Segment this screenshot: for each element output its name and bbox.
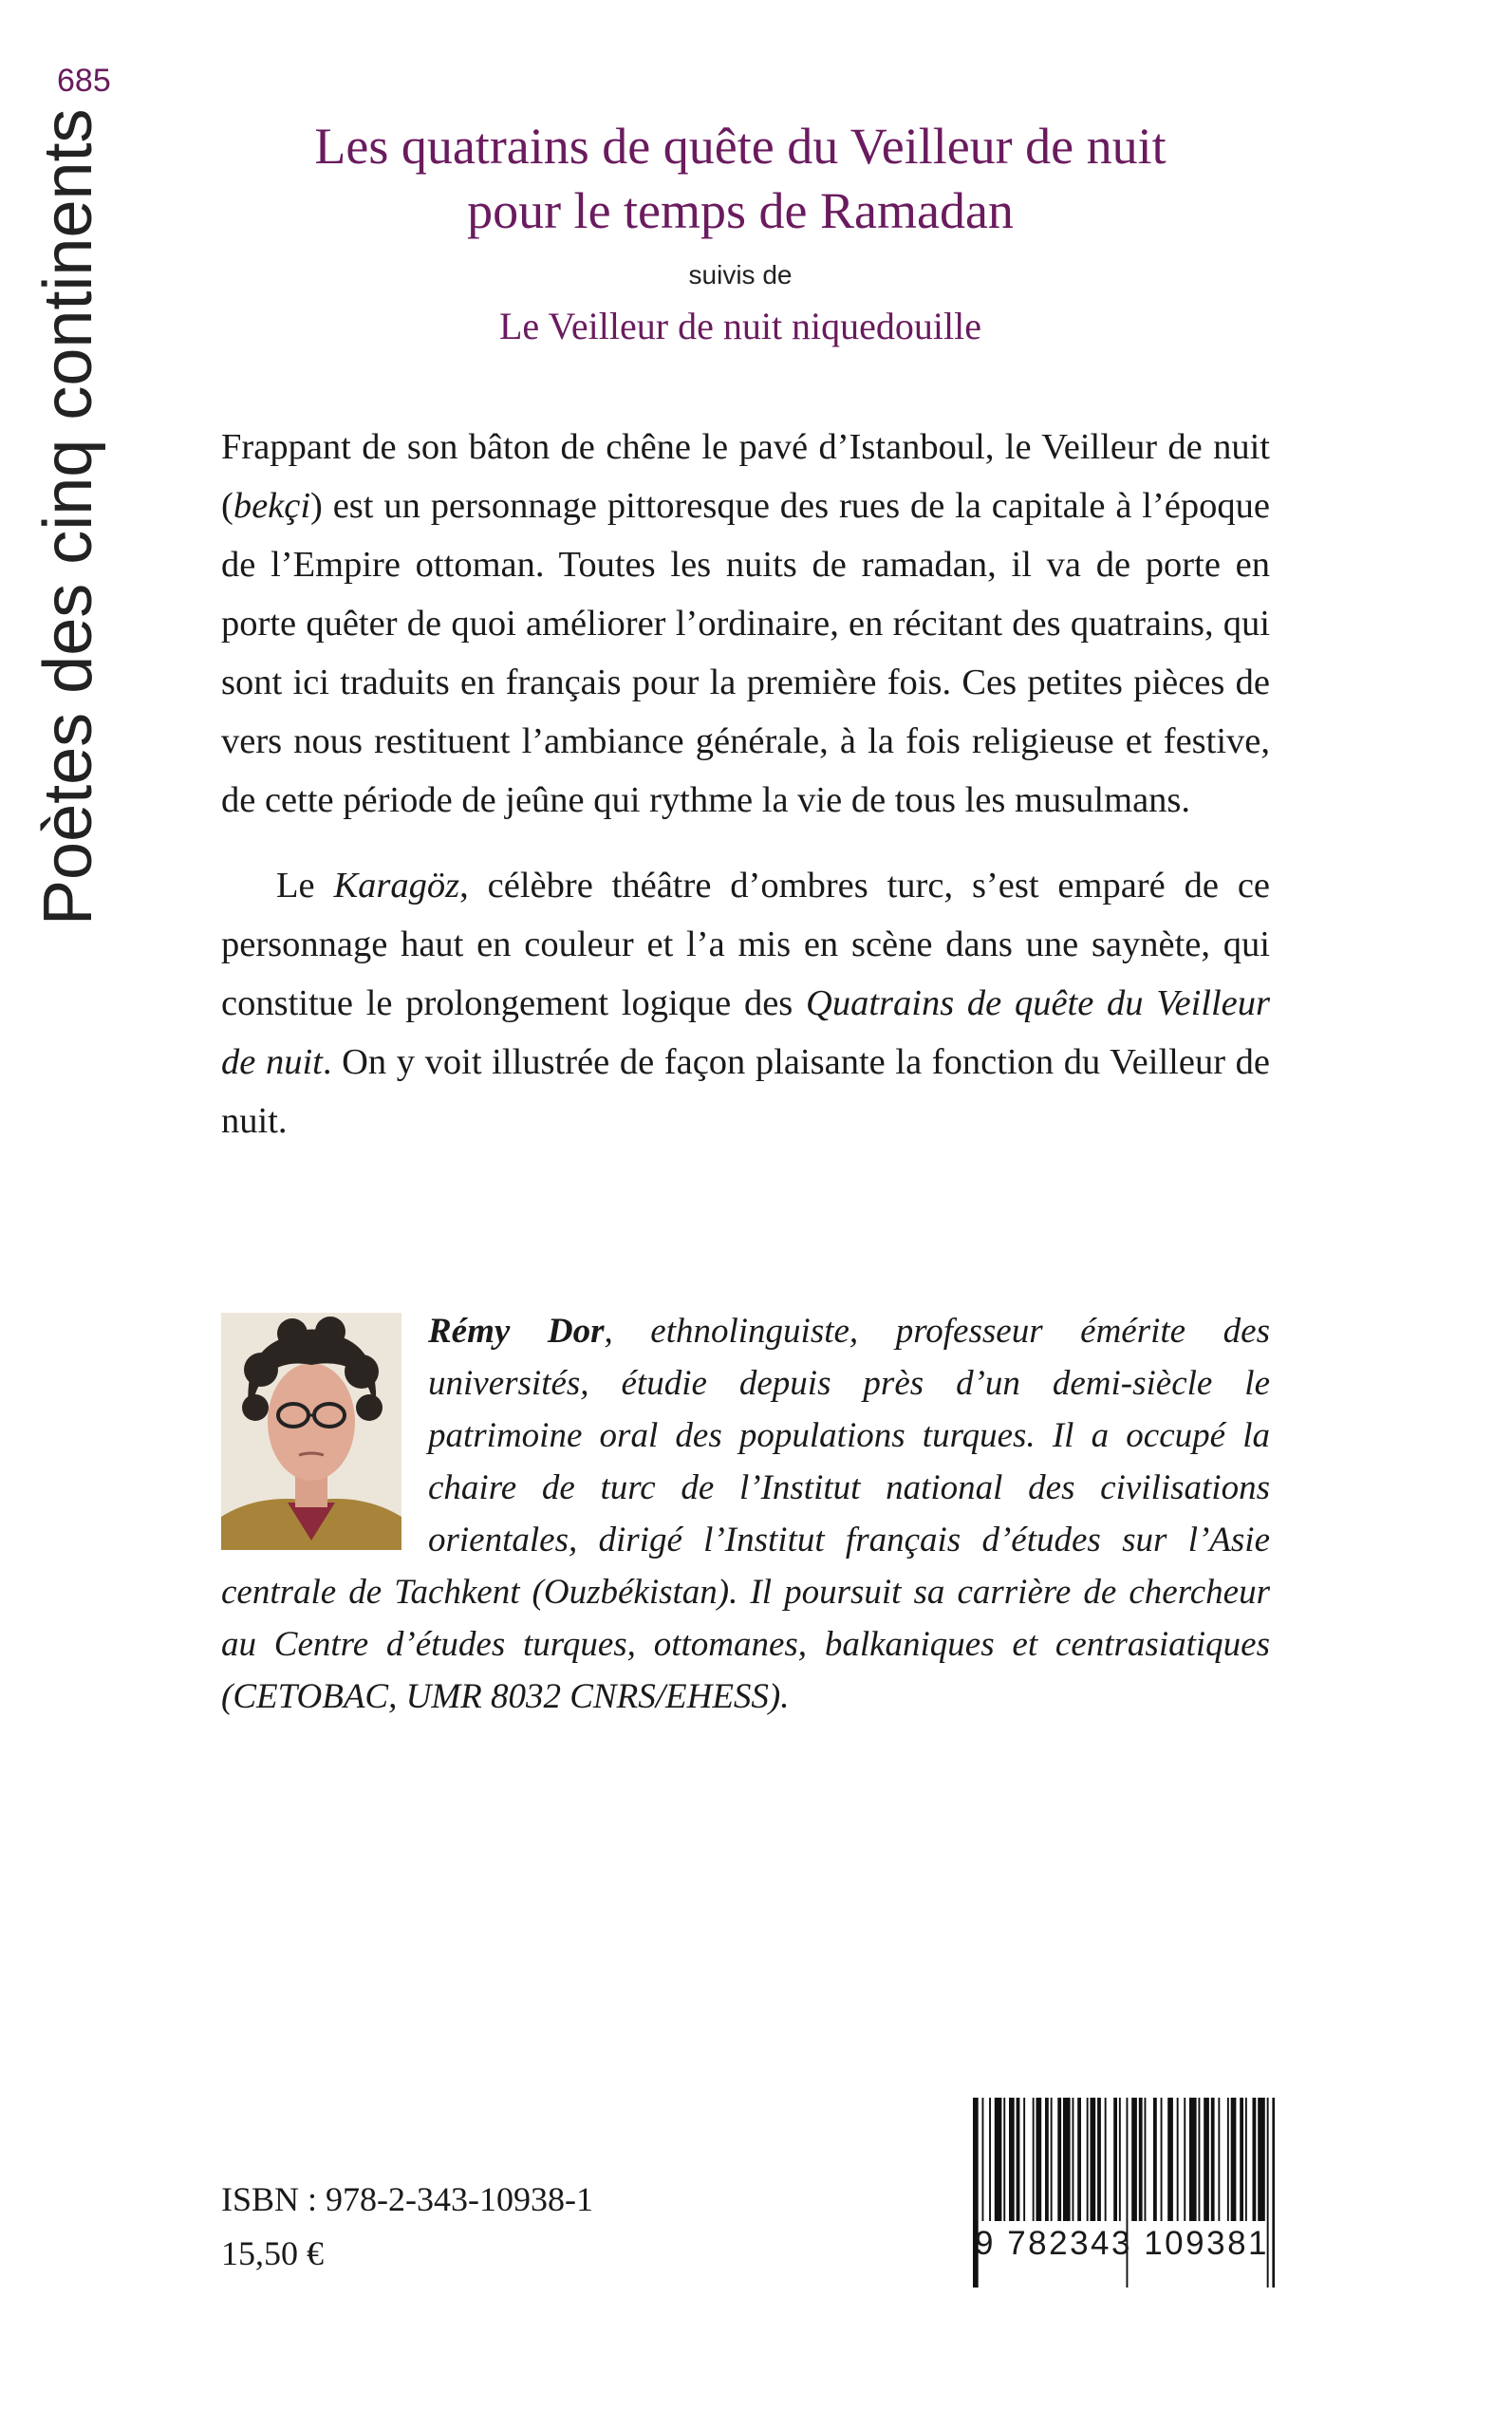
barcode-bar bbox=[995, 2098, 1002, 2221]
barcode-bar bbox=[1033, 2098, 1035, 2221]
author-name: Rémy Dor bbox=[428, 1312, 605, 1351]
barcode-bar bbox=[1199, 2098, 1201, 2221]
blurb bbox=[221, 418, 1270, 1177]
second-work-title: Le Veilleur de nuit niquedouille bbox=[498, 305, 982, 347]
barcode-bar bbox=[1189, 2098, 1197, 2221]
barcode-bar bbox=[989, 2098, 991, 2221]
barcode-bar bbox=[1211, 2098, 1215, 2221]
author-bio bbox=[221, 1305, 1270, 1723]
isbn: ISBN : 978-2-343-10938-1 bbox=[221, 2180, 593, 2218]
barcode-bar bbox=[1087, 2098, 1089, 2221]
barcode-bar bbox=[1063, 2098, 1071, 2221]
barcode-bar bbox=[1091, 2098, 1096, 2221]
barcode-bar bbox=[982, 2098, 984, 2221]
barcode-bar bbox=[1204, 2098, 1209, 2221]
barcode-bar bbox=[1145, 2098, 1147, 2221]
barcode-bar bbox=[1167, 2098, 1173, 2221]
barcode-digits: 9 782343 109381 bbox=[975, 2225, 1269, 2262]
blurb-paragraph-2: Le Karagöz, célèbre théâtre d’ombres turc, s’est emparé de ce personnage haut en couleur et l’a mis en scène dans une saynète, qui constitue le prolongement logique des Quatrains de quête du Veilleur de nuit. On y voit illustrée de façon plaisante la fonction du Veilleur de nuit. bbox=[221, 866, 1271, 1141]
barcode-bar bbox=[1009, 2098, 1015, 2221]
book-title-line-2: pour le temps de Ramadan bbox=[467, 182, 1014, 239]
blurb-paragraph-1: Frappant de son bâton de chêne le pavé d’Istanboul, le Veilleur de nuit (bekçi) est un personnage pittoresque des rues de la capitale à l’époque de l’Empire ottoman. Toutes les nuits de ramadan, il va de porte en porte quêter de quoi améliorer l’ordinaire, en récitant des quatrains, qui sont ici traduits en français pour la première fois. Ces petites pièces de vers nous restituent l’ambiance générale, à la fois religieuse et festive, de cette période de jeûne qui rythme la vie de tous les musulmans. bbox=[221, 427, 1270, 820]
barcode-bar bbox=[1077, 2098, 1081, 2221]
series-name: Poètes des cinq continents bbox=[30, 108, 106, 925]
barcode-bar bbox=[1003, 2098, 1005, 2221]
subtitle-suivis: suivis de bbox=[688, 260, 793, 289]
barcode-bar bbox=[1245, 2098, 1247, 2221]
barcode-bar bbox=[1045, 2098, 1049, 2221]
barcode-bar bbox=[1253, 2098, 1257, 2221]
barcode-bar bbox=[1139, 2098, 1143, 2221]
barcode-bar bbox=[1218, 2098, 1220, 2221]
author-photo bbox=[221, 1313, 401, 1550]
barcode-bar bbox=[1177, 2098, 1179, 2221]
barcode-bar bbox=[1105, 2098, 1107, 2221]
barcode-bar bbox=[1017, 2098, 1020, 2221]
barcode-bar bbox=[1184, 2098, 1185, 2221]
barcode-bar bbox=[1161, 2098, 1163, 2221]
barcode-bar bbox=[1131, 2098, 1137, 2221]
barcode-bar bbox=[1057, 2098, 1061, 2221]
barcode-bar bbox=[1153, 2098, 1157, 2221]
barcode-bar bbox=[1036, 2098, 1042, 2221]
price: 15,50 € bbox=[221, 2234, 324, 2272]
barcode-bar bbox=[1113, 2098, 1117, 2221]
author-description: , ethnolinguiste, professeur émérite des universités, étudie depuis près d’un demi-siècle le patrimoine oral des populations turques. Il a occupé la chaire de turc de l’Institut national des civilisations orientales, dirigé l’Institut français d’études sur l’Asie centrale de Tachkent (Ouzbékistan). Il poursuit sa carrière de chercheur au Centre d’études turques, ottomanes, balkaniques et centrasiatiques (CETOBAC, UMR 8032 CNRS/EHESS). bbox=[221, 1312, 1270, 1716]
barcode-bar bbox=[1023, 2098, 1025, 2221]
book-title bbox=[218, 114, 1262, 243]
barcode-bar bbox=[1073, 2098, 1074, 2221]
barcode-bar bbox=[1231, 2098, 1237, 2221]
barcode-bar bbox=[1227, 2098, 1229, 2221]
series-number: 685 bbox=[57, 63, 111, 99]
barcode-bar bbox=[1051, 2098, 1053, 2221]
barcode-bar bbox=[1097, 2098, 1101, 2221]
barcode-bar bbox=[1258, 2098, 1265, 2221]
barcode-bar bbox=[1119, 2098, 1121, 2221]
book-title-line-1: Les quatrains de quête du Veilleur de nuit bbox=[314, 118, 1167, 175]
barcode-bar bbox=[1240, 2098, 1243, 2221]
